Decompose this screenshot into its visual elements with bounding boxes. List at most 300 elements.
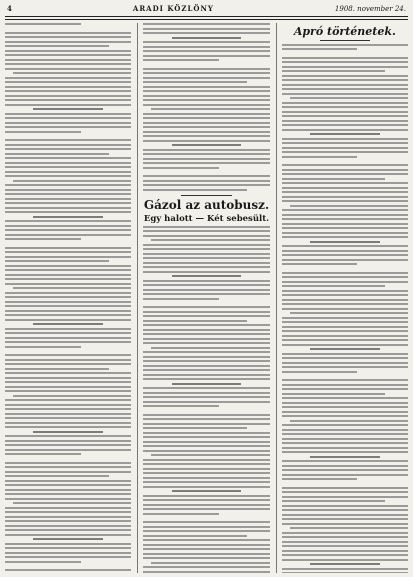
text-line — [5, 68, 131, 70]
text-line — [143, 571, 269, 573]
text-line — [5, 77, 131, 79]
text-line — [282, 344, 408, 346]
article-headline: Gázol az autobusz. — [143, 198, 270, 212]
text-line — [5, 45, 109, 47]
text-line — [282, 366, 408, 368]
text-line — [282, 317, 408, 319]
text-line — [5, 90, 131, 92]
text-line — [282, 496, 408, 498]
text-line — [143, 401, 269, 403]
text-line — [282, 209, 408, 211]
text-line — [282, 460, 408, 462]
text-line — [143, 369, 269, 371]
text-line — [282, 509, 408, 511]
text-line — [282, 568, 408, 570]
columns — [5, 23, 408, 573]
text-line — [5, 561, 81, 563]
text-line — [282, 554, 408, 556]
text-line — [282, 339, 408, 341]
text-line — [143, 338, 269, 340]
text-line — [143, 131, 269, 133]
text-line — [143, 253, 269, 255]
text-line — [13, 287, 131, 289]
text-line — [282, 550, 408, 552]
text-line — [143, 113, 269, 115]
text-line — [143, 306, 269, 308]
text-line — [143, 427, 247, 429]
text-line — [282, 442, 408, 444]
page-number: 4 — [7, 4, 12, 13]
text-line — [143, 504, 269, 506]
text-line — [5, 86, 131, 88]
text-line — [143, 387, 269, 389]
text-line — [282, 187, 408, 189]
text-line — [143, 548, 269, 550]
text-line — [143, 351, 269, 353]
text-line — [282, 335, 408, 337]
text-line — [143, 526, 269, 528]
text-line — [282, 326, 408, 328]
text-line — [33, 431, 102, 433]
text-line — [5, 354, 131, 356]
text-line — [5, 346, 81, 348]
text-line — [143, 324, 269, 326]
column-2-body-bottom — [143, 226, 269, 573]
column-3-headline: Apró történetek. — [293, 25, 396, 38]
text-line — [282, 111, 408, 113]
text-line — [5, 516, 131, 518]
text-line — [282, 254, 408, 256]
text-line — [143, 293, 269, 295]
text-line — [282, 169, 408, 171]
text-line — [282, 129, 408, 131]
text-line — [143, 226, 269, 228]
text-line — [143, 463, 269, 465]
text-line — [5, 220, 131, 222]
text-line — [282, 438, 408, 440]
text-line — [282, 433, 408, 435]
text-line — [5, 363, 131, 365]
text-line — [5, 81, 131, 83]
text-line — [143, 235, 269, 237]
text-line — [5, 23, 81, 25]
text-line — [143, 280, 269, 282]
text-line — [5, 269, 131, 271]
text-line — [172, 37, 241, 39]
text-line — [143, 158, 269, 160]
text-line — [5, 225, 131, 227]
text-line — [143, 122, 269, 124]
text-line — [310, 133, 379, 135]
text-line — [143, 468, 269, 470]
text-line — [5, 234, 131, 236]
text-line — [143, 262, 269, 264]
text-line — [143, 68, 269, 70]
text-line — [151, 347, 269, 349]
text-line — [282, 48, 358, 50]
text-line — [143, 414, 269, 416]
text-line — [5, 390, 131, 392]
text-line — [13, 72, 131, 74]
text-line — [143, 135, 269, 137]
text-line — [5, 59, 131, 61]
text-line — [5, 525, 131, 527]
text-line — [5, 171, 131, 173]
text-line — [5, 283, 131, 285]
text-line — [282, 263, 358, 265]
text-line — [143, 535, 247, 537]
text-line — [143, 126, 269, 128]
text-line — [282, 299, 408, 301]
text-line — [13, 502, 131, 504]
text-line — [143, 311, 269, 313]
text-line — [290, 420, 408, 422]
text-line — [5, 247, 131, 249]
text-line — [310, 563, 379, 565]
text-line — [5, 386, 131, 388]
text-line — [282, 384, 408, 386]
text-line — [143, 441, 269, 443]
text-line — [282, 138, 408, 140]
text-line — [143, 86, 269, 88]
text-line — [5, 251, 131, 253]
text-line — [282, 388, 408, 390]
text-line — [5, 381, 131, 383]
text-line — [282, 223, 408, 225]
text-line — [282, 397, 408, 399]
text-line — [5, 498, 131, 500]
text-line — [143, 140, 269, 142]
text-line — [282, 487, 408, 489]
text-line — [5, 148, 131, 150]
text-line — [5, 368, 109, 370]
text-line — [5, 63, 131, 65]
text-line — [5, 466, 131, 468]
text-line — [13, 395, 131, 397]
text-line — [282, 393, 386, 395]
column-2 — [137, 23, 269, 573]
text-line — [290, 312, 408, 314]
text-line — [5, 489, 131, 491]
text-line — [143, 495, 269, 497]
text-line — [5, 117, 131, 119]
text-line — [282, 173, 408, 175]
column-1 — [5, 23, 131, 573]
text-line — [5, 54, 131, 56]
issue-date: 1908. november 24. — [334, 5, 406, 13]
text-line — [151, 562, 269, 564]
text-line — [282, 514, 408, 516]
text-line — [5, 462, 131, 464]
text-line — [5, 144, 131, 146]
text-line — [282, 478, 358, 480]
text-line — [143, 481, 269, 483]
text-line — [5, 126, 131, 128]
text-line — [143, 423, 269, 425]
text-line — [143, 184, 269, 186]
text-line — [143, 499, 269, 501]
text-line — [143, 162, 269, 164]
text-line — [143, 342, 269, 344]
text-line — [5, 453, 81, 455]
text-line — [143, 266, 269, 268]
text-line — [5, 341, 131, 343]
text-line — [143, 104, 269, 106]
text-line — [5, 511, 131, 513]
text-line — [5, 480, 131, 482]
text-line — [5, 475, 109, 477]
text-line — [143, 167, 219, 169]
text-line — [5, 113, 131, 115]
text-line — [282, 294, 408, 296]
text-line — [282, 505, 408, 507]
text-line — [143, 149, 269, 151]
text-line — [282, 61, 408, 63]
text-line — [282, 151, 408, 153]
text-line — [5, 157, 131, 159]
text-line — [143, 539, 269, 541]
text-line — [282, 102, 408, 104]
text-line — [5, 404, 131, 406]
masthead-rule — [5, 16, 408, 20]
text-line — [5, 184, 131, 186]
text-line — [143, 557, 269, 559]
text-line — [282, 182, 408, 184]
article-divider — [181, 195, 232, 196]
text-line — [172, 275, 241, 277]
text-line — [282, 196, 408, 198]
text-line — [282, 93, 408, 95]
column-3-body — [282, 44, 408, 573]
text-line — [143, 230, 269, 232]
text-line — [282, 115, 408, 117]
text-line — [282, 523, 408, 525]
text-line — [282, 164, 408, 166]
text-line — [143, 298, 219, 300]
text-line — [5, 292, 131, 294]
text-line — [143, 59, 219, 61]
text-line — [282, 84, 408, 86]
text-line — [282, 469, 408, 471]
text-line — [143, 271, 269, 273]
text-line — [282, 245, 408, 247]
text-line — [282, 321, 408, 323]
text-line — [143, 180, 269, 182]
text-line — [5, 484, 131, 486]
text-line — [282, 259, 408, 261]
text-line — [290, 97, 408, 99]
text-line — [5, 36, 131, 38]
text-line — [282, 500, 386, 502]
text-line — [33, 323, 102, 325]
text-line — [282, 536, 408, 538]
text-line — [143, 23, 269, 25]
text-line — [282, 465, 408, 467]
text-line — [310, 348, 379, 350]
text-line — [282, 156, 358, 158]
text-line — [143, 77, 269, 79]
text-line — [310, 241, 379, 243]
text-line — [282, 491, 408, 493]
text-line — [5, 534, 131, 536]
text-line — [143, 459, 269, 461]
text-line — [5, 422, 131, 424]
text-line — [143, 189, 247, 191]
text-line — [143, 360, 269, 362]
text-line — [282, 447, 408, 449]
text-line — [5, 328, 131, 330]
text-line — [5, 319, 131, 321]
text-line — [172, 144, 241, 146]
text-line — [5, 377, 131, 379]
text-line — [5, 166, 131, 168]
text-line — [172, 490, 241, 492]
text-line — [143, 374, 269, 376]
text-line — [282, 424, 408, 426]
text-line — [143, 333, 269, 335]
text-line — [143, 55, 269, 57]
text-line — [143, 117, 269, 119]
text-line — [282, 532, 408, 534]
text-line — [151, 108, 269, 110]
text-line — [282, 272, 408, 274]
text-line — [282, 406, 408, 408]
text-line — [5, 399, 131, 401]
text-line — [5, 175, 131, 177]
text-line — [143, 289, 269, 291]
text-line — [5, 260, 109, 262]
text-line — [151, 239, 269, 241]
text-line — [282, 357, 408, 359]
text-line — [282, 451, 408, 453]
text-line — [290, 527, 408, 529]
text-line — [143, 530, 269, 532]
text-line — [143, 356, 269, 358]
newspaper-title: ARADI KÖZLÖNY — [132, 4, 214, 13]
text-line — [5, 211, 131, 213]
text-line — [282, 178, 386, 180]
text-line — [282, 545, 408, 547]
text-line — [282, 75, 408, 77]
text-line — [5, 207, 131, 209]
text-line — [143, 544, 269, 546]
text-line — [33, 108, 102, 110]
text-line — [5, 189, 131, 191]
text-line — [5, 95, 131, 97]
text-line — [310, 456, 379, 458]
text-line — [143, 396, 269, 398]
text-line — [143, 90, 269, 92]
text-line — [282, 276, 408, 278]
text-line — [5, 547, 131, 549]
text-line — [282, 281, 408, 283]
text-line — [282, 232, 408, 234]
text-line — [5, 41, 131, 43]
headline-rule — [320, 40, 371, 41]
text-line — [143, 432, 269, 434]
text-line — [143, 445, 269, 447]
text-line — [5, 449, 131, 451]
text-line — [282, 285, 386, 287]
text-line — [282, 44, 408, 46]
text-line — [282, 572, 408, 573]
text-line — [5, 569, 131, 571]
text-line — [5, 337, 131, 339]
text-line — [282, 362, 408, 364]
text-line — [282, 250, 408, 252]
text-line — [143, 378, 269, 380]
text-line — [5, 238, 81, 240]
text-line — [282, 411, 408, 413]
text-line — [143, 405, 219, 407]
text-line — [143, 508, 269, 510]
text-line — [5, 520, 131, 522]
text-line — [282, 218, 408, 220]
text-line — [143, 365, 269, 367]
text-line — [5, 444, 131, 446]
text-line — [5, 198, 131, 200]
text-line — [5, 507, 131, 509]
text-line — [5, 193, 131, 195]
text-line — [5, 256, 131, 258]
text-line — [5, 372, 131, 374]
text-line — [143, 244, 269, 246]
text-line — [5, 265, 131, 267]
text-line — [5, 552, 131, 554]
text-line — [143, 392, 269, 394]
text-line — [13, 180, 131, 182]
text-line — [282, 518, 408, 520]
text-line — [143, 50, 269, 52]
column-3 — [276, 23, 408, 573]
text-line — [143, 175, 269, 177]
text-line — [282, 124, 408, 126]
text-line — [290, 205, 408, 207]
text-line — [282, 303, 408, 305]
text-line — [282, 57, 408, 59]
text-line — [5, 99, 131, 101]
text-line — [5, 296, 131, 298]
text-line — [282, 66, 408, 68]
text-line — [5, 359, 131, 361]
text-line — [5, 139, 131, 141]
column-2-body-top — [143, 23, 269, 193]
text-line — [282, 559, 408, 561]
text-line — [143, 472, 269, 474]
text-line — [143, 329, 269, 331]
text-line — [143, 513, 219, 515]
text-line — [282, 474, 408, 476]
text-line — [5, 471, 131, 473]
text-line — [282, 227, 408, 229]
text-line — [5, 202, 131, 204]
text-line — [282, 330, 408, 332]
text-line — [282, 290, 408, 292]
text-line — [143, 436, 269, 438]
text-line — [5, 301, 131, 303]
text-line — [282, 147, 408, 149]
text-line — [5, 543, 131, 545]
text-line — [143, 566, 269, 568]
text-line — [143, 553, 269, 555]
text-line — [143, 284, 269, 286]
text-line — [5, 131, 81, 133]
text-line — [5, 440, 131, 442]
text-line — [282, 308, 408, 310]
text-line — [143, 477, 269, 479]
text-line — [282, 371, 358, 373]
text-line — [282, 415, 408, 417]
